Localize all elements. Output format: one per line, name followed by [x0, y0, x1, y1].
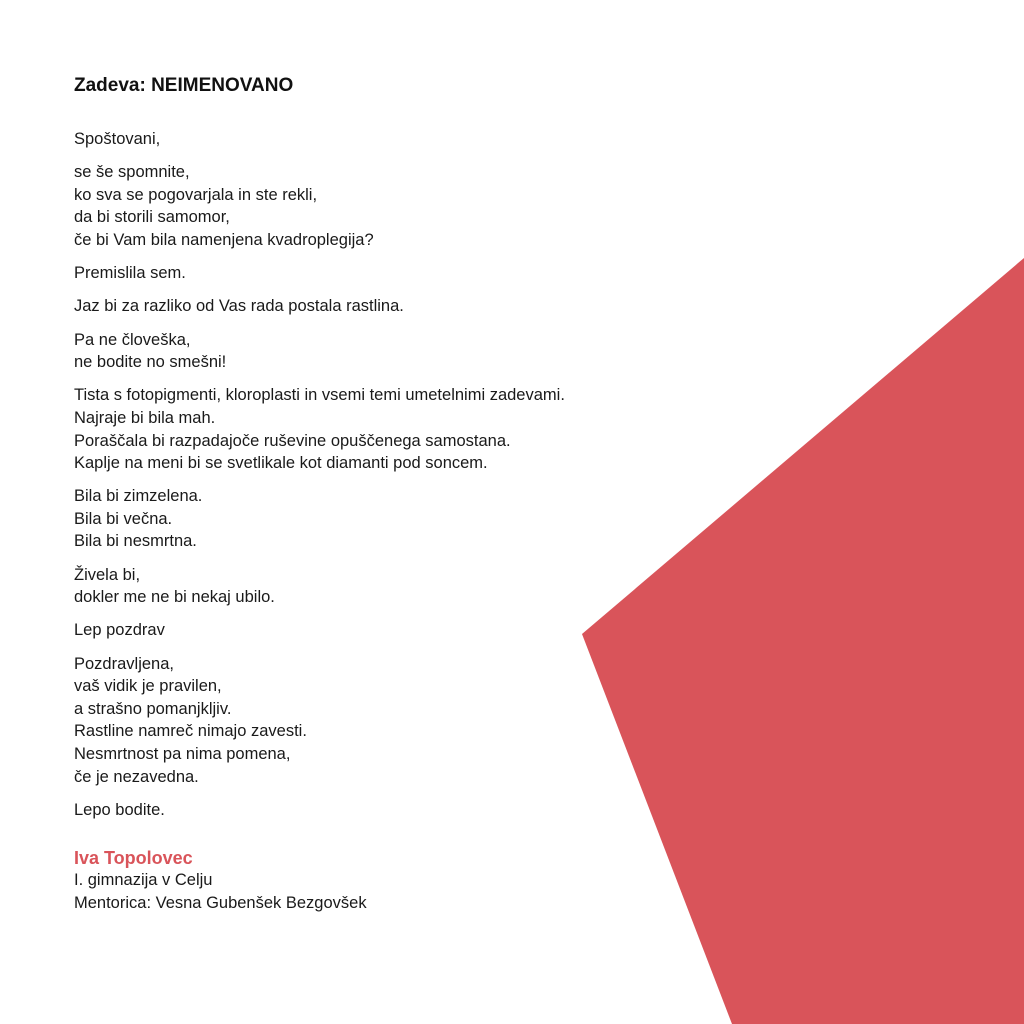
poem-line: dokler me ne bi nekaj ubilo.	[74, 588, 275, 607]
letter-subject: Zadeva: NEIMENOVANO	[74, 75, 294, 96]
letter-content	[74, 74, 834, 915]
mentor-name: Mentorica: Vesna Gubenšek Bezgovšek	[74, 893, 367, 912]
poem-line: Živela bi,	[74, 565, 141, 584]
poem-line: Rastline namreč nimajo zavesti.	[74, 722, 307, 741]
stanza	[74, 799, 834, 822]
stanza	[74, 564, 834, 609]
poem-line: če bi Vam bila namenjena kvadroplegija?	[74, 230, 374, 249]
poem-line: Bila bi nesmrtna.	[74, 532, 197, 551]
stanza	[74, 295, 834, 318]
stanza	[74, 485, 834, 553]
poem-line: vaš vidik je pravilen,	[74, 677, 222, 696]
stanza	[74, 653, 834, 789]
stanza	[74, 329, 834, 374]
poem-line: ne bodite no smešni!	[74, 353, 227, 372]
poem-line: a strašno pomanjkljiv.	[74, 699, 232, 718]
poem-line: da bi storili samomor,	[74, 208, 230, 227]
poem-line: Najraje bi bila mah.	[74, 408, 216, 427]
poem-line: Kaplje na meni bi se svetlikale kot diamanti pod soncem.	[74, 454, 488, 473]
stanza	[74, 619, 834, 642]
poem-line: Jaz bi za razliko od Vas rada postala rastlina.	[74, 297, 404, 316]
stanza	[74, 384, 834, 474]
poem-line: Pa ne človeška,	[74, 330, 191, 349]
signature-block	[74, 847, 834, 914]
poem-line: če je nezavedna.	[74, 767, 199, 786]
poem-line: Bila bi večna.	[74, 509, 173, 528]
author-name: Iva Topolovec	[74, 848, 193, 869]
poem-line: Lepo bodite.	[74, 800, 165, 819]
poem-line: Tista s fotopigmenti, kloroplasti in vsemi temi umetelnimi zadevami.	[74, 386, 565, 405]
poem-line: Bila bi zimzelena.	[74, 487, 203, 506]
poem-line: Pozdravljena,	[74, 654, 174, 673]
stanza	[74, 128, 834, 151]
poem-line: Nesmrtnost pa nima pomena,	[74, 745, 291, 763]
poem-line: se še spomnite,	[74, 163, 190, 182]
stanza	[74, 161, 834, 251]
poem-line: ko sva se pogovarjala in ste rekli,	[74, 185, 318, 204]
poem-line: Poraščala bi razpadajoče ruševine opuščenega samostana.	[74, 431, 511, 450]
poem-line: Spoštovani,	[74, 130, 161, 148]
school-name: I. gimnazija v Celju	[74, 871, 213, 890]
poem-line: Premislila sem.	[74, 264, 186, 283]
poem-line: Lep pozdrav	[74, 621, 165, 640]
poem-body	[74, 128, 834, 821]
stanza	[74, 262, 834, 285]
